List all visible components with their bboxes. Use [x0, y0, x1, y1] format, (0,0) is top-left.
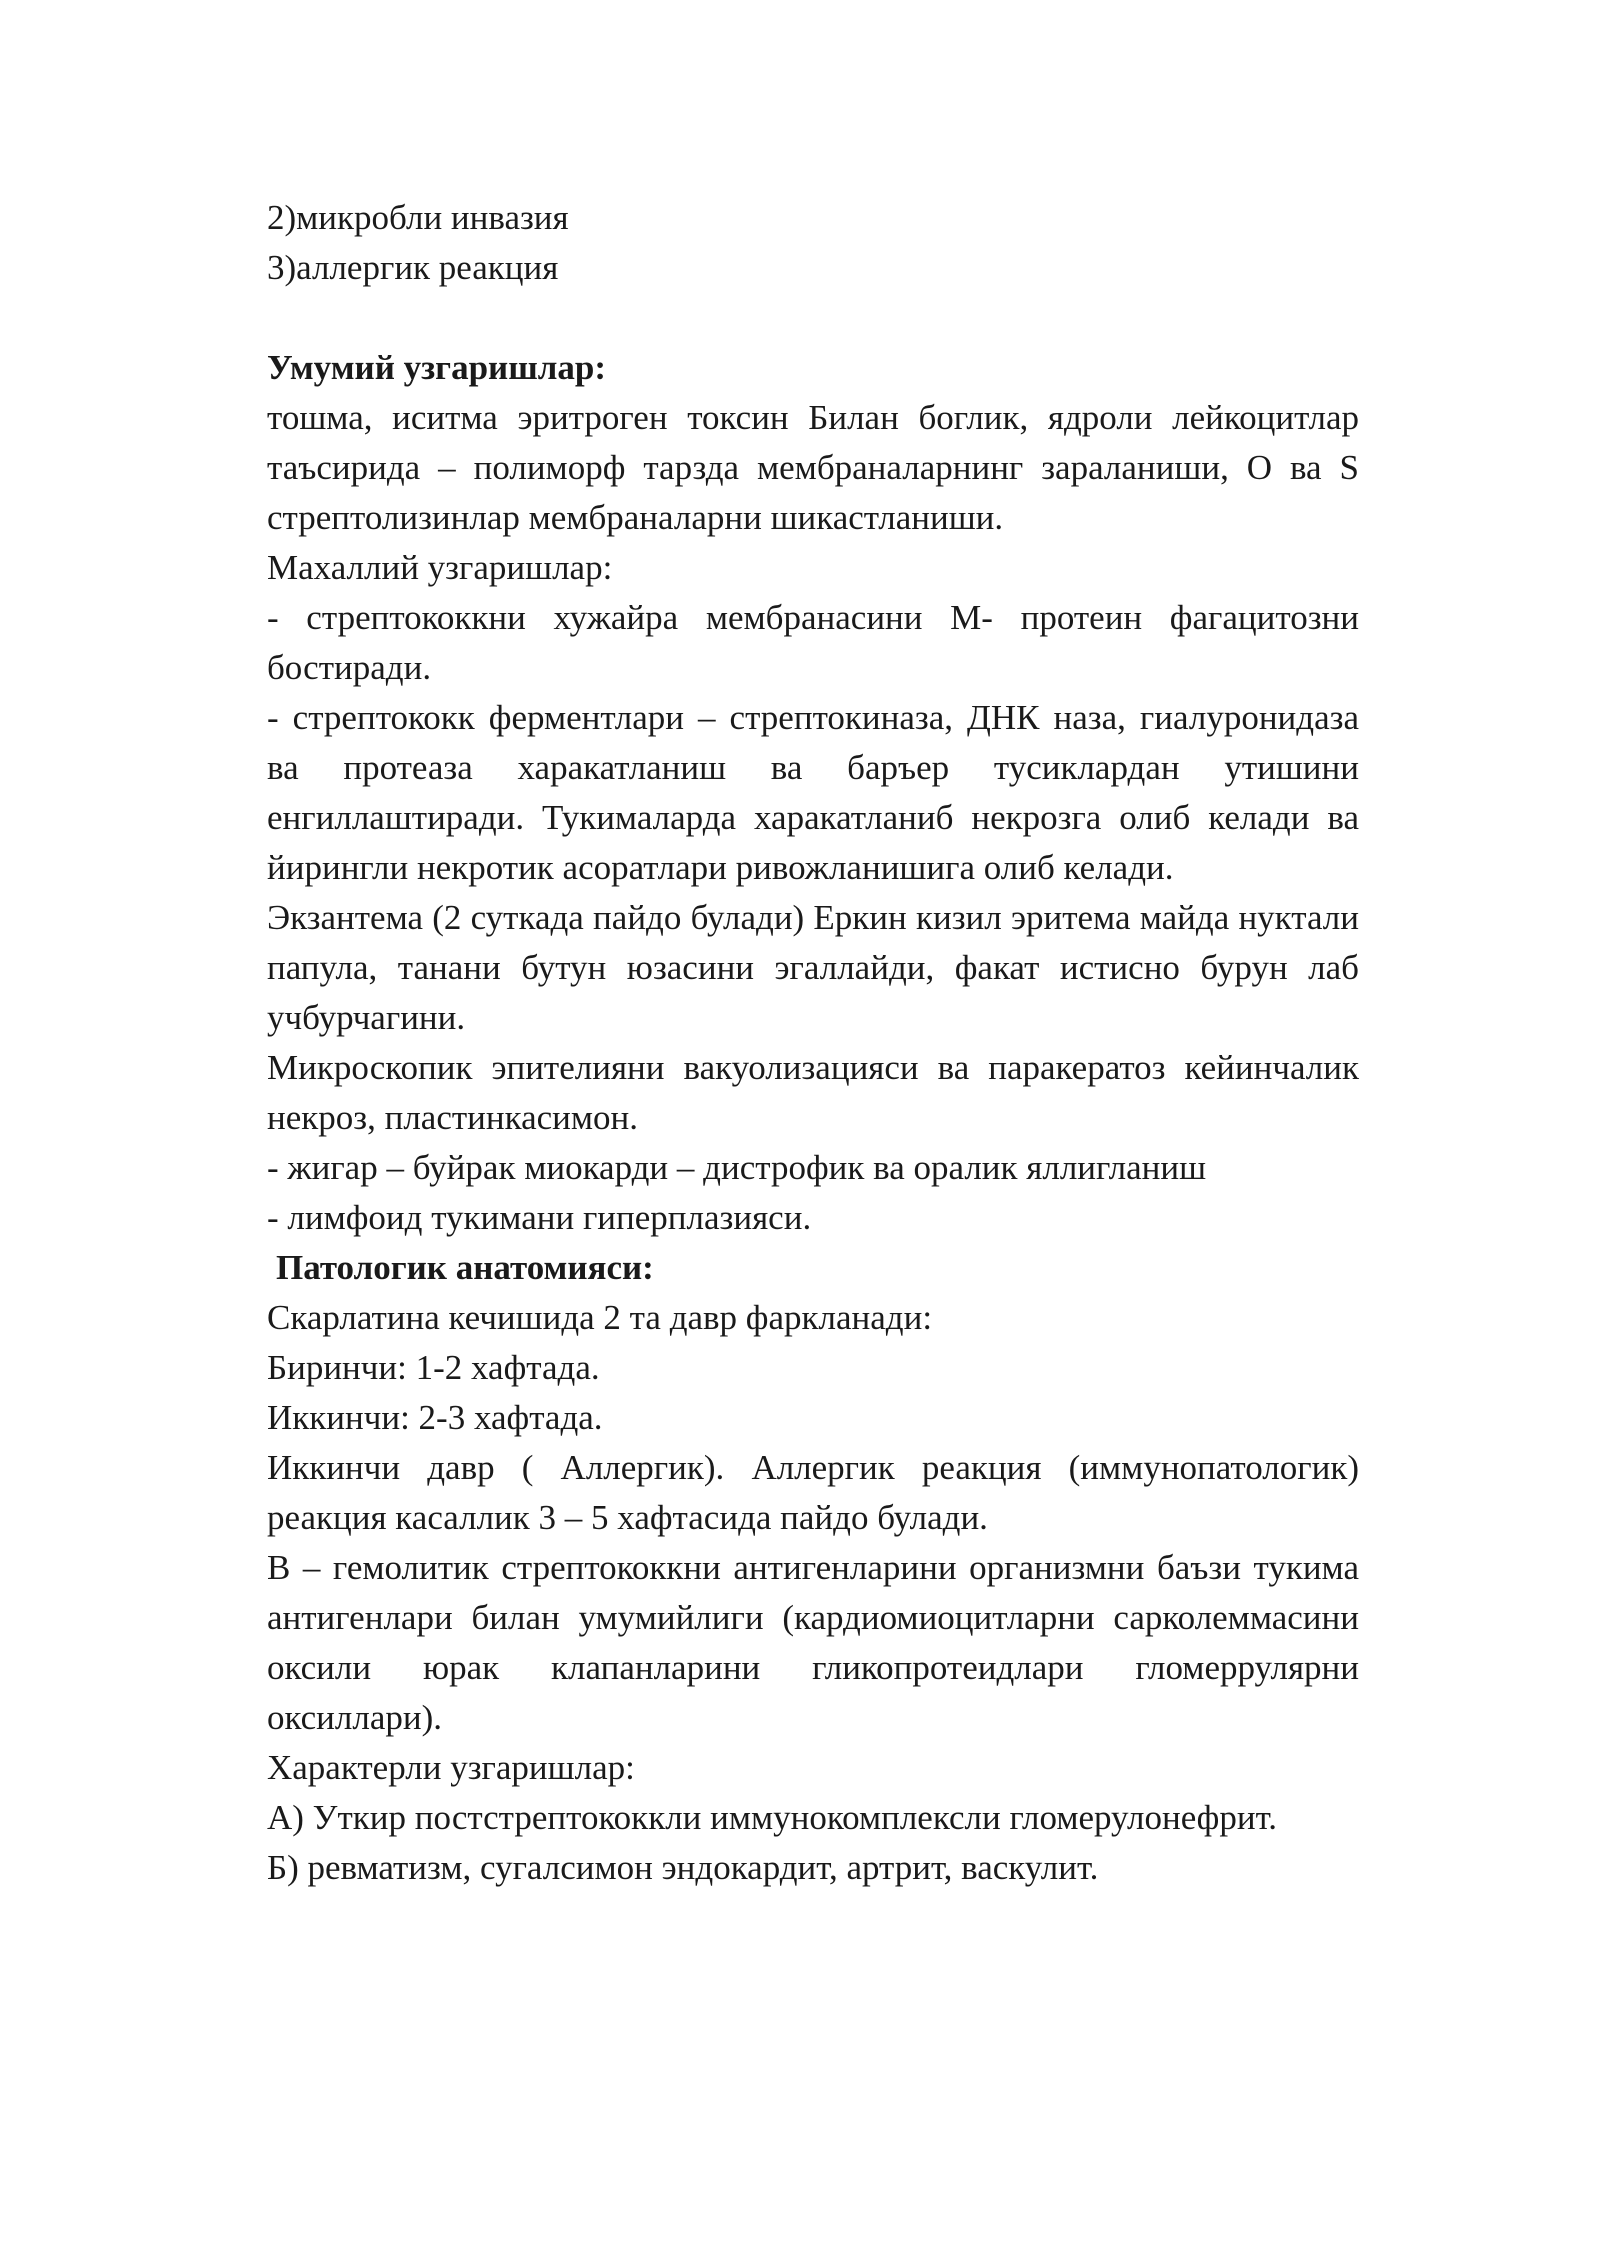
paragraph: B – гемолитик стрептококкни антигенларини организмни баъзи тукима антигенлари билан умумийлиги (кардиомиоцитларни сарколеммасини оксили юрак клапанларини гликопротеидлари гломеррулярни оксиллари). [267, 1548, 1359, 1737]
list-item: 3)аллергик реакция [267, 248, 559, 287]
list-item: Б) ревматизм, сугалсимон эндокардит, артрит, васкулит. [267, 1848, 1099, 1887]
paragraph: Иккинчи давр ( Аллергик). Аллергик реакция (иммунопатологик) реакция касаллик 3 – 5 хафтасида пайдо булади. [267, 1448, 1359, 1537]
section-heading-pathological-anatomy: Патологик анатомияси: [276, 1248, 654, 1287]
paragraph: А) Уткир постстрептококкли иммунокомплексли гломерулонефрит. [267, 1798, 1277, 1837]
paragraph: - стрептококкни хужайра мембранасини M- протеин фагацитозни бостиради. [267, 598, 1359, 687]
document-page [267, 193, 1359, 1893]
paragraph: Микроскопик эпителияни вакуолизацияси ва паракератоз кейинчалик некроз, пластинкасимон. [267, 1048, 1359, 1137]
subheading-local-changes: Махаллий узгаришлар: [267, 548, 613, 587]
text-line: Иккинчи: 2-3 хафтада. [267, 1398, 603, 1437]
list-item: - лимфоид тукимани гиперплазияси. [267, 1198, 812, 1237]
paragraph: - стрептококк ферментлари – стрептокиназа, ДНК наза, гиалуронидаза ва протеаза харакатланиш ва баръер тусиклардан утишини енгиллаштиради. Тукималарда харакатланиб некрозга олиб келади ва йирингли некротик асоратлари ривожланишига олиб келади. [267, 698, 1359, 887]
text-line: Биринчи: 1-2 хафтада. [267, 1348, 600, 1387]
text-line: Скарлатина кечишида 2 та давр фаркланади: [267, 1298, 933, 1337]
list-item: 2)микробли инвазия [267, 198, 569, 237]
list-item: - жигар – буйрак миокарди – дистрофик ва оралик яллигланиш [267, 1148, 1207, 1187]
subheading-characteristic-changes: Характерли узгаришлар: [267, 1748, 635, 1787]
paragraph: Экзантема (2 суткада пайдо булади) Еркин кизил эритема майда нуктали папула, танани бутун юзасини эгаллайди, факат истисно бурун лаб учбурчагини. [267, 898, 1359, 1037]
paragraph: тошма, иситма эритроген токсин Билан боглик, ядроли лейкоцитлар таъсирида – полиморф тарзда мембраналарнинг зараланиши, O ва S стрептолизинлар мембраналарни шикастланиши. [267, 398, 1359, 537]
section-heading-general-changes: Умумий узгаришлар: [267, 348, 607, 387]
blank-line [267, 293, 1359, 343]
